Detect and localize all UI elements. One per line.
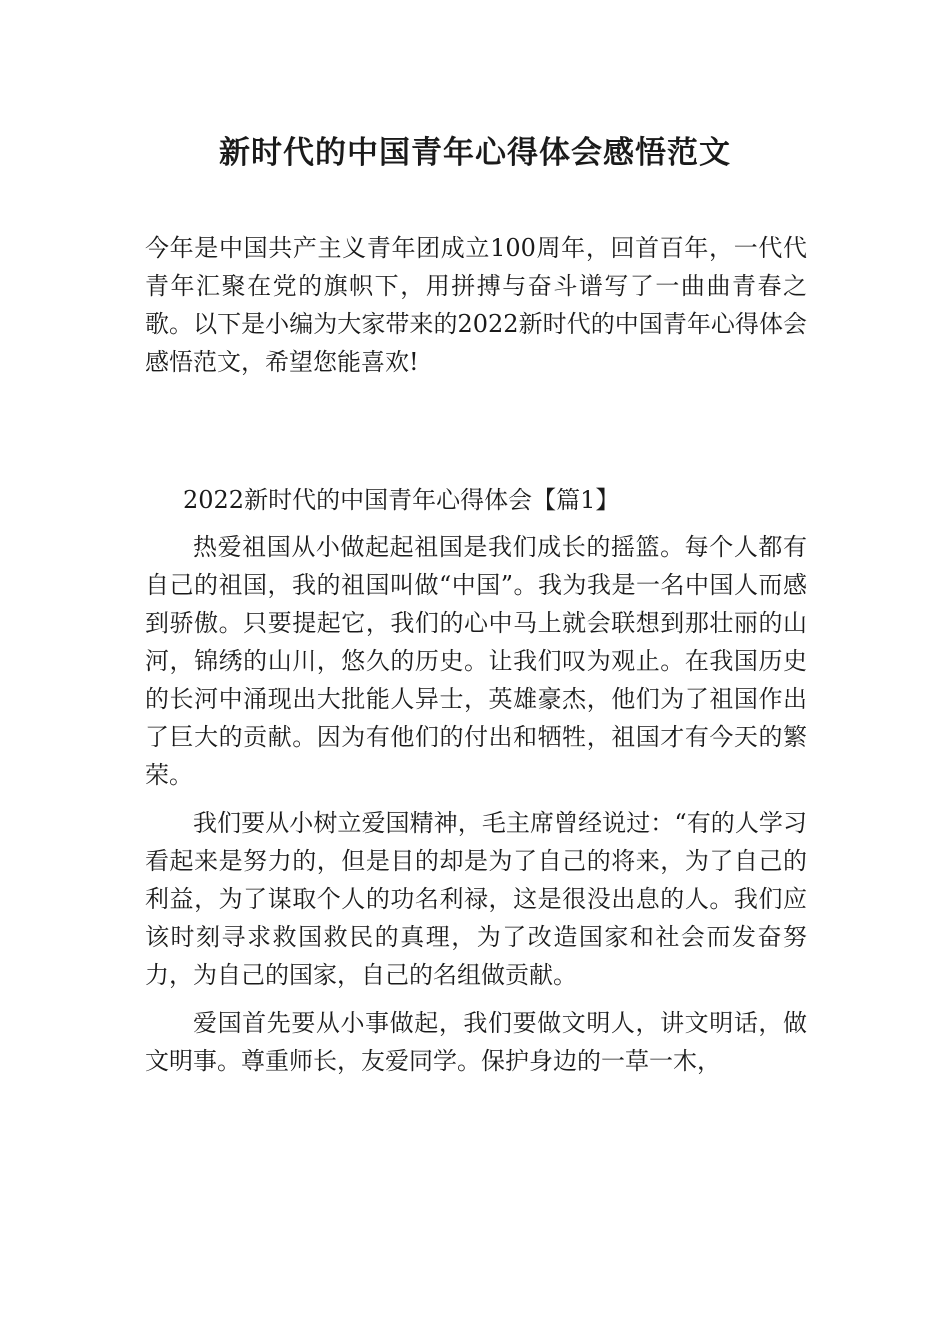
intro-paragraph: 今年是中国共产主义青年团成立100周年，回首百年，一代代青年汇聚在党的旗帜下，用拼搏与奋斗谱写了一曲曲青春之歌。以下是小编为大家带来的2022新时代的中国青年心得体会感悟范文，希望您能喜欢! xyxy=(145,234,807,376)
body-paragraph: 我们要从小树立爱国精神，毛主席曾经说过：“有的人学习看起来是努力的，但是目的却是为了自己的将来，为了自己的利益，为了谋取个人的功名利禄，这是很没出息的人。我们应该时刻寻求救国救民的真理，为了改造国家和社会而发奋努力，为自己的国家，自己的名组做贡献。 xyxy=(145,809,807,989)
body-paragraph: 爱国首先要从小事做起，我们要做文明人，讲文明话，做文明事。尊重师长，友爱同学。保护身边的一草一木， xyxy=(145,1009,807,1075)
document-title: 新时代的中国青年心得体会感悟范文 xyxy=(219,135,731,171)
section-heading: 2022新时代的中国青年心得体会【篇1】 xyxy=(183,486,620,514)
section-body xyxy=(145,528,807,1090)
body-paragraph: 热爱祖国从小做起起祖国是我们成长的摇篮。每个人都有自己的祖国，我的祖国叫做“中国”。我为我是一名中国人而感到骄傲。只要提起它，我们的心中马上就会联想到那壮丽的山河，锦绣的山川，悠久的历史。让我们叹为观止。在我国历史的长河中涌现出大批能人异士，英雄豪杰，他们为了祖国作出了巨大的贡献。因为有他们的付出和牺牲，祖国才有今天的繁荣。 xyxy=(145,533,807,789)
